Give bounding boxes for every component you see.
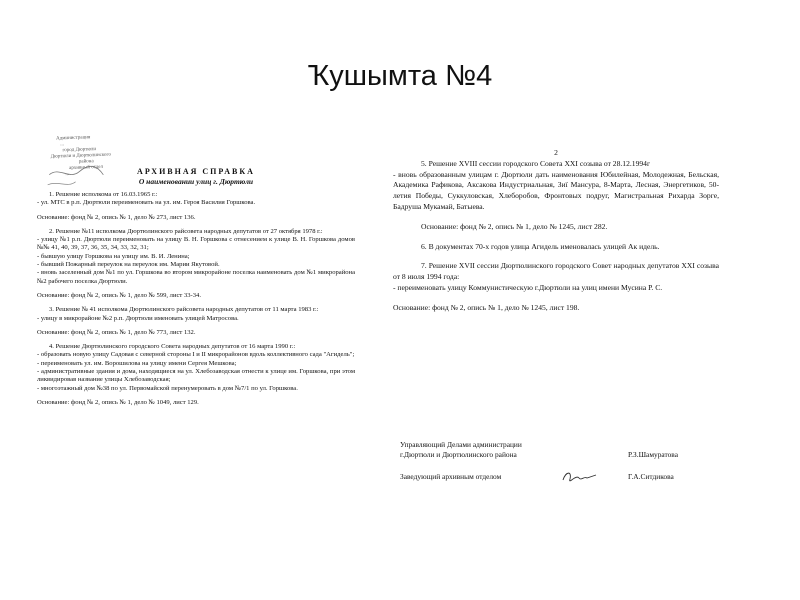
stamp-line: ...: [65, 172, 70, 178]
document-subheading: О наименовании улиц г. Дюртюли: [138, 177, 254, 186]
stamp-line: архивный отдел: [69, 164, 104, 172]
archive-document-page-2: [393, 148, 719, 510]
paragraph: 4. Решение Дюртюлинского городского Совета народных депутатов от 16 марта 1990 г.:: [49, 343, 296, 351]
signatory-title: г.Дюртюли и Дюртюлинского района: [400, 450, 517, 459]
handwritten-mark: [38, 133, 158, 197]
signatory-title: Заведующий архивным отделом: [400, 472, 502, 481]
paragraph: 1. Решение исполкома от 16.03.1965 г.:: [49, 191, 158, 198]
paragraph: Основание: фонд № 2, опись № 1, дело № 273, лист 136.: [37, 213, 196, 221]
paragraph: - вновь образованным улицам г. Дюртюли дать наименования Юбилейная, Молодежная, Бельская, Академика Рафикова, Аксакова Индустриальная, Зиї Мансура, 8-Марта, Лесная, Энергетиков, 50-летия Победы, Суккуловская, Хлеборобов, Фронтовых подруг, Магистральная Рихарда Зорге, Бадруша Мукамай, Батыева.: [393, 169, 719, 211]
stamp-line: Администрация: [55, 135, 91, 142]
paragraph: Основание: фонд № 2, опись № 1, дело № 773, лист 132.: [37, 328, 196, 336]
paragraph: 3. Решение № 41 исполкома Дюртюлинского райсовета народных депутатов от 11 марта 1983 г.:: [49, 306, 319, 314]
paragraph: - вновь заселенный дом №1 по ул. Горшкова во втором микрорайоне поселка наименовать дом №1 микрорайона №2 рабочего поселка Дюртюли.: [37, 269, 355, 285]
signatory-title: Управляющий Делами администрации: [400, 440, 522, 449]
paragraph: - улицу №1 р.п. Дюртюли переименовать на улицу В. Н. Горшкова с отнесением к улице В. Н. Горшкова домов №№ 41, 40, 39, 37, 36, 35, 34, 33, 32, 31;: [37, 236, 355, 252]
stamp-line: ...: [60, 142, 65, 148]
paragraph: - переименовать ул. им. Ворошилова на улицу имени Сергея Мешкова;: [37, 359, 237, 367]
paragraph: Основание: фонд № 2, опись № 1, дело № 1245, лист 282.: [421, 221, 608, 231]
stamp-line: город Дюртюли: [62, 147, 97, 154]
paragraph: 7. Решение XVII сессии Дюртюлинского городского Совет народных депутатов XXI созыва от 8 июля 1994 года:: [393, 261, 719, 282]
paragraph: Основание: фонд № 2, опись № 1, дело № 1049, лист 129.: [37, 398, 199, 406]
handwritten-signature: [560, 468, 600, 486]
paragraph: 5. Решение XVIII сессии городского Совета XXI созыва от 28.12.1994г: [421, 158, 651, 168]
archive-document-page-1: [37, 133, 355, 516]
archive-stamp: [38, 133, 158, 197]
page-number: 2: [554, 148, 558, 157]
paragraph: - улицу в микрорайоне №2 р.п. Дюртюли именовать улицей Матросова.: [37, 314, 239, 322]
document-body: [393, 148, 719, 314]
slide-title: Ҡушымта №4: [307, 60, 493, 92]
paragraph: - административные здания и дома, находящиеся на ул. Хлебозаводская отнести к улице им. Горшкова, при этом ликвидировав название улицы Хлебозаводская;: [37, 368, 355, 384]
paragraph: 2. Решение №11 исполкома Дюртюлинского райсовета народных депутатов от 27 октября 1978 г.:: [49, 227, 323, 235]
paragraph: - бывшую улицу Горшкова на улицу им. В. И. Ленина;: [37, 252, 190, 260]
signatory-name: Р.З.Шамуратова: [628, 450, 678, 459]
signature-block: [400, 440, 716, 482]
paragraph: - бывший Пожарный переулок на переулок им. Марии Якутовой.: [37, 261, 220, 269]
paragraph: 6. В документах 70-х годов улица Агидель именовалась улицей Ак идель.: [421, 241, 660, 251]
document-heading: АРХИВНАЯ СПРАВКА: [137, 167, 255, 176]
document-body: [37, 191, 355, 407]
paragraph: Основание: фонд № 2, опись № 1, дело № 599, лист 33-34.: [37, 291, 201, 299]
signatory-name: Г.А.Ситдикова: [628, 472, 674, 481]
paragraph: Основание: фонд № 2, опись № 1, дело № 1245, лист 198.: [393, 302, 580, 312]
stamp-line: Дюртюли и Дюртюлинского: [50, 152, 112, 160]
paragraph: - образовать новую улицу Садовая с северной стороны I и II микрорайонов вдоль коллективного сада "Агидель";: [37, 351, 355, 359]
paragraph: - переименовать улицу Коммунистическую г.Дюртюли на улиц имени Мусина Р. С.: [393, 282, 663, 292]
paragraph: - ул. МТС в р.п. Дюртюли переименовать на ул. им. Героя Василия Горшкова.: [37, 199, 256, 207]
stamp-line: района: [78, 159, 94, 165]
paragraph: - многоэтажный дом №38 по ул. Первомайской перенумеровать в дом №7/1 по ул. Горшкова.: [37, 384, 298, 392]
